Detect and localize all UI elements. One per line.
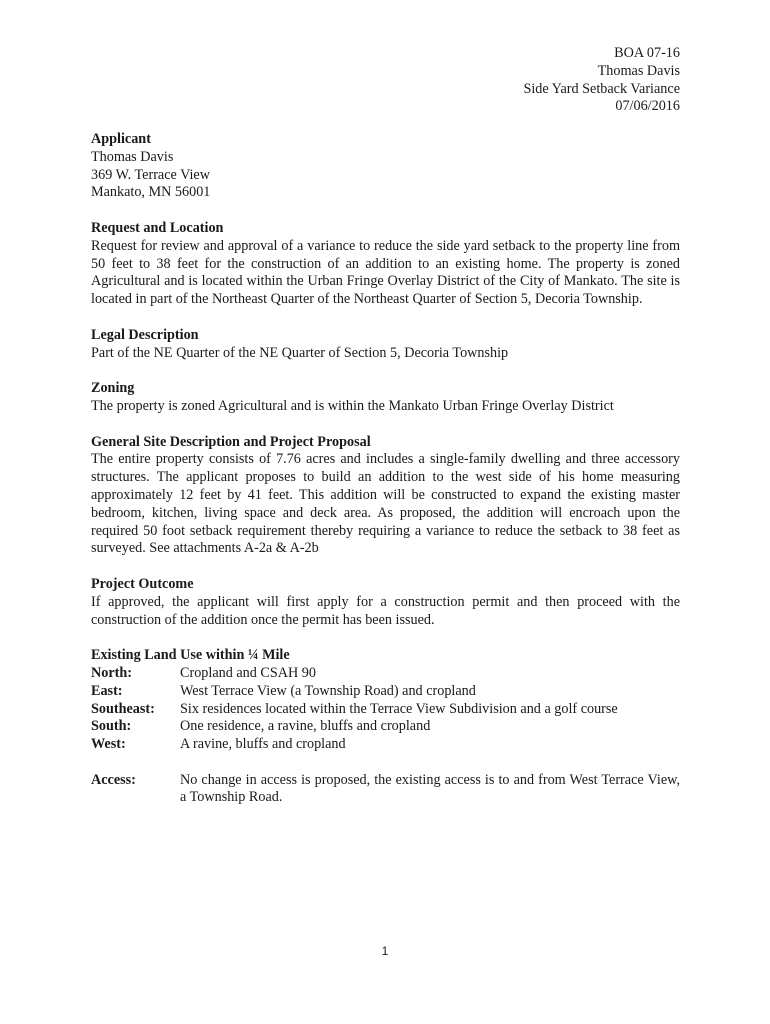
land-use-heading: Existing Land Use within ¼ Mile: [91, 647, 290, 664]
site-text: The entire property consists of 7.76 acres and includes a single-family dwelling and three accessory structures. The applicant proposes to build an addition to the west side of his home measuring approximately 12 feet by 41 feet. This addition will be constructed to expand the existing master bedroom, kitchen, living space and deck area. As proposed, the addition will encroach upon the required 50 foot setback requirement thereby requiring a variance to reduce the setback to 38 feet as surveyed. See attachments A-2a & A-2b: [91, 451, 680, 557]
outcome-text: If approved, the applicant will first apply for a construction permit and then proceed with the construction of the addition once the permit has been issued.: [91, 593, 680, 628]
page-number: 1: [381, 944, 389, 958]
zoning-section: [91, 380, 680, 416]
land-use-description: A ravine, bluffs and cropland: [180, 736, 346, 753]
access-text: No change in access is proposed, the existing access is to and from West Terrace View, a Township Road.: [180, 771, 680, 806]
case-number: BOA 07-16: [614, 45, 680, 61]
land-use-table: [91, 665, 680, 754]
legal-text: Part of the NE Quarter of the NE Quarter of Section 5, Decoria Township: [91, 344, 509, 361]
land-use-row: [91, 683, 680, 701]
land-use-direction: Southeast:: [91, 700, 155, 717]
request-section: [91, 220, 680, 309]
legal-heading: Legal Description: [91, 326, 199, 343]
header-applicant-name: Thomas Davis: [597, 62, 680, 79]
land-use-row: [91, 701, 680, 719]
land-use-description: One residence, a ravine, bluffs and cropland: [180, 718, 431, 735]
document-header: [523, 45, 680, 116]
land-use-description: Six residences located within the Terrace View Subdivision and a golf course: [180, 700, 618, 717]
outcome-section: [91, 576, 680, 629]
applicant-name: Thomas Davis: [91, 148, 174, 165]
site-section: [91, 434, 680, 559]
land-use-direction: North:: [91, 664, 132, 681]
land-use-description: Cropland and CSAH 90: [180, 664, 316, 681]
land-use-direction: West:: [91, 736, 126, 753]
land-use-row: [91, 718, 680, 736]
applicant-section: [91, 131, 680, 202]
legal-section: [91, 327, 680, 363]
header-subject: Side Yard Setback Variance: [523, 80, 680, 97]
zoning-text: The property is zoned Agricultural and is within the Mankato Urban Fringe Overlay District: [91, 397, 614, 414]
land-use-section: [91, 647, 680, 807]
request-heading: Request and Location: [91, 219, 224, 236]
zoning-heading: Zoning: [91, 380, 135, 397]
header-date: 07/06/2016: [615, 98, 680, 115]
request-text: Request for review and approval of a variance to reduce the side yard setback to the property line from 50 feet to 38 feet for the construction of an addition to an existing home. The property is zoned Agricultural and is located within the Urban Fringe Overlay District of the City of Mankato. The site is located in part of the Northeast Quarter of the Northeast Quarter of Section 5, Decoria Township.: [91, 237, 680, 308]
site-heading: General Site Description and Project Proposal: [91, 433, 371, 450]
land-use-description: West Terrace View (a Township Road) and cropland: [180, 682, 476, 699]
land-use-row: [91, 736, 680, 754]
applicant-heading: Applicant: [91, 131, 151, 147]
applicant-city: Mankato, MN 56001: [91, 184, 211, 201]
land-use-direction: East:: [91, 682, 123, 699]
access-label: Access:: [91, 771, 136, 788]
document-body: [91, 131, 680, 825]
land-use-row: [91, 665, 680, 683]
applicant-street: 369 W. Terrace View: [91, 166, 210, 183]
access-row: [91, 772, 680, 808]
outcome-heading: Project Outcome: [91, 575, 194, 592]
land-use-direction: South:: [91, 718, 132, 735]
